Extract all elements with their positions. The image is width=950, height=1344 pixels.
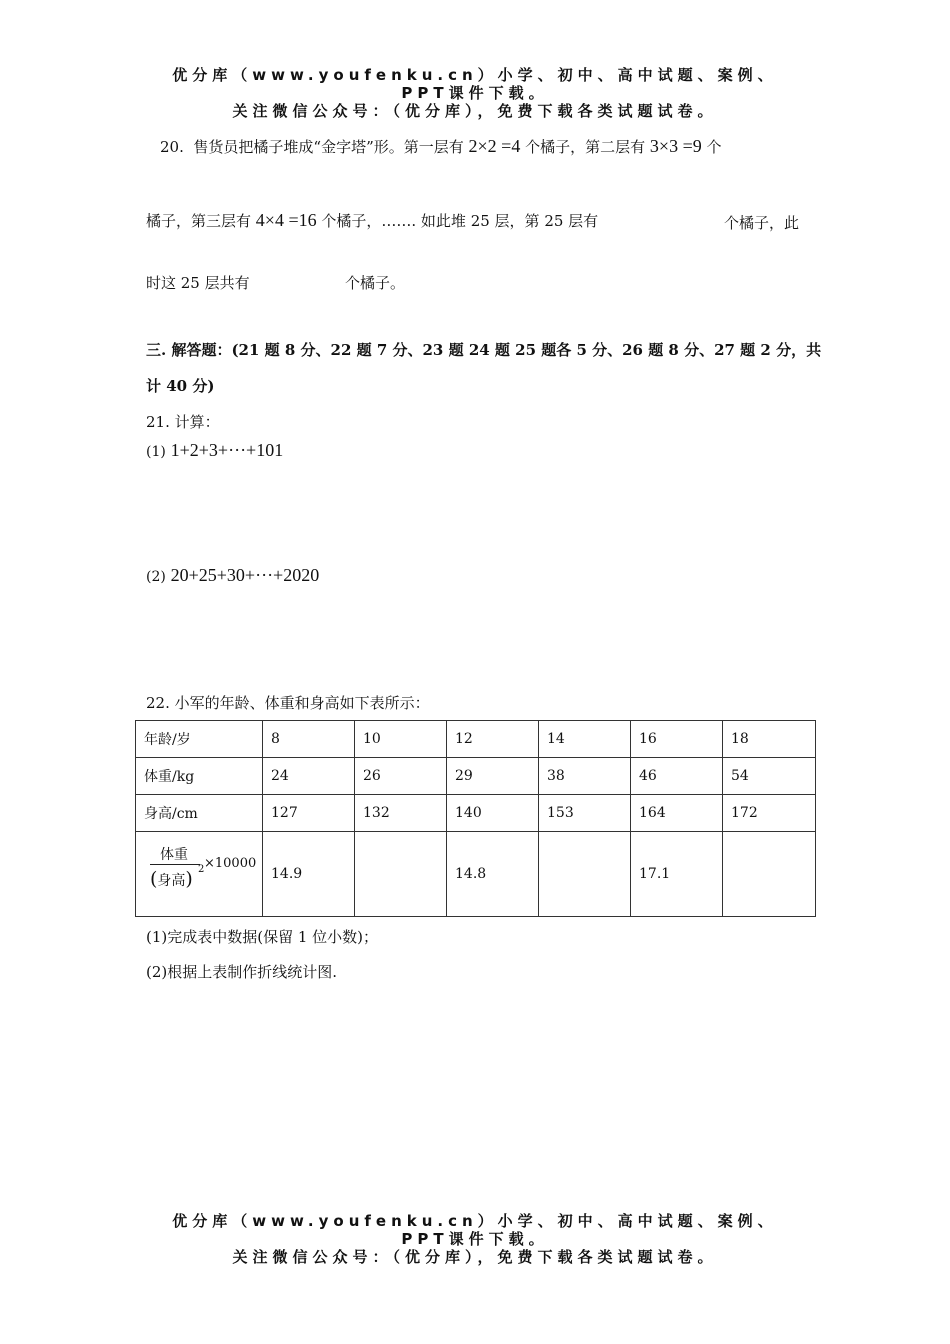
q21-part-1-expr: 1+2+3+···+101 [170,440,284,460]
table-cell: 29 [447,758,539,795]
q20-number: 20. [160,138,184,156]
table-cell: 140 [447,795,539,832]
table-cell: 153 [539,795,631,832]
q21-part-2-expr: 20+25+30+···+2020 [170,565,320,585]
table-cell: 26 [355,758,447,795]
q22-data-table [135,720,816,917]
q22-sub-2: (2)根据上表制作折线统计图. [146,963,338,981]
row-label-age: 年龄/岁 [136,721,263,758]
table-cell: 132 [355,795,447,832]
table-cell: 12 [447,721,539,758]
banner-line-2: PPT课件下载。 [401,84,549,102]
q20-line-2 [146,210,598,231]
q22-title: 22. 小军的年龄、体重和身高如下表所示： [146,694,430,712]
table-cell: 14.9 [263,832,355,917]
bmi-formula [140,844,257,900]
table-cell: 172 [723,795,816,832]
formula-exponent: 2 [198,864,205,875]
section-3-heading: 三. 解答题：(21 题 8 分、22 题 7 分、23 题 24 题 25 题各 5 分、26 题 8 分、27 题 2 分，共 [146,341,822,359]
table-cell [355,832,447,917]
table-cell [539,832,631,917]
table-row-weight [136,758,816,795]
q20-math-2: 3×3 =9 [649,136,702,156]
table-cell: 8 [263,721,355,758]
table-cell: 54 [723,758,816,795]
q21-part-1-label: (1) [146,444,166,460]
header-banner [110,66,840,120]
q20-text-7: 时这 25 层共有 [146,274,250,292]
row-label-weight: 体重/kg [136,758,263,795]
banner-line-3: 关注微信公众号：（优分库），免费下载各类试题试卷。 [232,1248,718,1266]
q20-text-8: 个橘子。 [345,274,406,292]
table-cell: 24 [263,758,355,795]
table-cell: 14.8 [447,832,539,917]
row-label-formula [136,832,263,917]
q20-math-3: 4×4 =16 [255,210,317,230]
q20-text-4: 橘子，第三层有 [146,212,252,230]
table-cell: 18 [723,721,816,758]
q20-line-1 [160,136,722,157]
q21-part-2 [146,565,319,586]
table-cell: 127 [263,795,355,832]
table-cell: 10 [355,721,447,758]
banner-line-3: 关注微信公众号：（优分库），免费下载各类试题试卷。 [232,102,718,120]
formula-denominator: 身高 [157,873,186,889]
q20-text-5: 个橘子，……. 如此堆 25 层，第 25 层有 [321,212,599,230]
q20-text-6: 个橘子，此 [724,214,800,232]
footer-banner [110,1212,840,1266]
table-cell: 164 [631,795,723,832]
table-row-index [136,832,816,917]
table-cell: 46 [631,758,723,795]
table-row-height [136,795,816,832]
q21-title: 21. 计算： [146,413,220,431]
table-cell: 17.1 [631,832,723,917]
formula-numerator: 体重 [160,847,188,863]
q20-text-1: 售货员把橘子堆成“金字塔”形。第一层有 [193,138,464,156]
table-cell: 14 [539,721,631,758]
q22-sub-1: (1)完成表中数据(保留 1 位小数)； [146,928,379,946]
table-row-age [136,721,816,758]
banner-line-1: 优分库（www.youfenku.cn）小学、初中、高中试题、案例、 [172,1212,778,1230]
section-3-heading-cont: 计 40 分) [146,377,215,395]
formula-denominator-group: (身高) [150,868,193,890]
banner-line-2: PPT课件下载。 [401,1230,549,1248]
table-cell: 38 [539,758,631,795]
fraction-bar [150,864,200,865]
table-cell [723,832,816,917]
q21-part-2-label: (2) [146,569,166,585]
q21-part-1 [146,440,283,461]
q20-math-1: 2×2 =4 [468,136,521,156]
table-cell: 16 [631,721,723,758]
row-label-height: 身高/cm [136,795,263,832]
banner-line-1: 优分库（www.youfenku.cn）小学、初中、高中试题、案例、 [172,66,778,84]
formula-multiplier: ×10000 [204,856,257,871]
q20-text-2: 个橘子，第二层有 [525,138,646,156]
q20-text-3: 个 [706,138,722,156]
